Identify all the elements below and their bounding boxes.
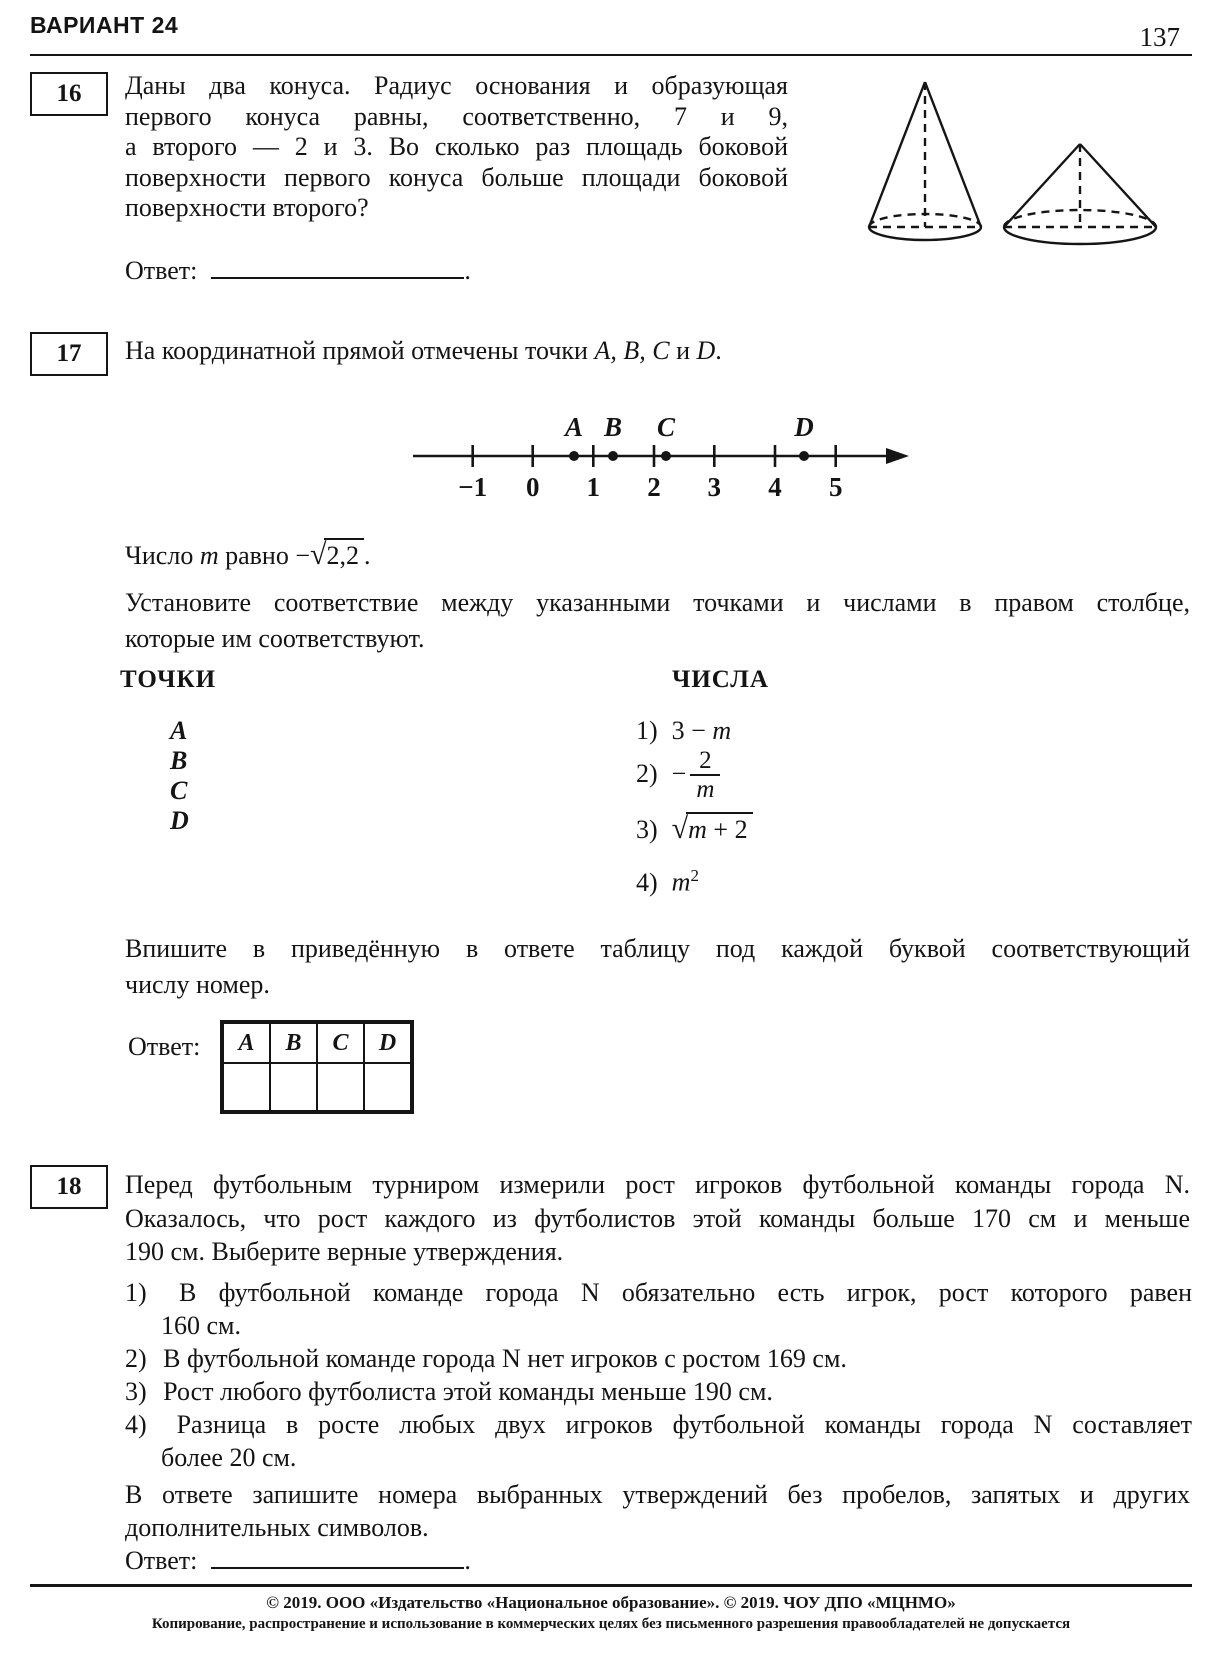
option-2	[636, 748, 724, 804]
p18-answer-period: .	[464, 1546, 471, 1575]
p18-answer-row	[125, 1545, 471, 1576]
problem-17-number: 17	[56, 340, 82, 367]
p18-outro-line-1: В ответе запишите номера выбранных утверждений без пробелов, запятых и других	[125, 1480, 1190, 1509]
p16-line-4: поверхности первого конуса больше площади боковой	[125, 162, 788, 192]
fraction-numerator: 2	[699, 747, 712, 774]
m-value-line	[125, 540, 370, 572]
statement-2	[125, 1344, 1192, 1374]
sqrt-expression	[310, 538, 364, 571]
problem-16-number-box	[30, 72, 108, 116]
problem-18-text	[125, 1168, 1190, 1269]
answer-table-header-c: C	[317, 1023, 364, 1063]
tick-label-3: 3	[707, 472, 722, 502]
m-line-period: .	[363, 541, 371, 570]
cone1-base-front-arc	[869, 227, 981, 240]
point-item-d: D	[170, 806, 189, 835]
page-number: 137	[1139, 22, 1180, 52]
point-d-dot	[799, 451, 809, 461]
m-line-mid: равно	[218, 541, 296, 570]
cone2-right-side	[1080, 144, 1156, 227]
p17-instruction-2: которые им соответствуют.	[125, 624, 425, 653]
fraction-denominator: m	[690, 774, 720, 804]
option-1	[636, 716, 731, 746]
points-column-header: ТОЧКИ	[120, 666, 217, 693]
p18-outro-line-2: дополнительных символов.	[125, 1513, 429, 1542]
option-4	[636, 866, 699, 898]
cones-figure	[835, 62, 1165, 257]
statement-4-line-2: более 20 см.	[161, 1443, 297, 1472]
p17-fill-instruction-2: числу номер.	[125, 970, 270, 999]
p16-answer-label: Ответ:	[125, 256, 198, 285]
statement-2-number: 2)	[125, 1344, 147, 1373]
footer-notice: Копирование, распространение и использование в коммерческих целях без письменного разрешения правообладателей не допускается	[151, 1616, 1071, 1632]
p18-answer-blank	[211, 1545, 464, 1569]
problem-16-number: 16	[56, 80, 82, 107]
cone2-base-front-arc	[1004, 227, 1156, 244]
statement-1-number: 1)	[125, 1278, 147, 1307]
answer-table-cell-d	[364, 1063, 411, 1111]
footer-rule	[30, 1584, 1192, 1587]
option-4-number: 4)	[636, 867, 658, 897]
p18-intro-line-1: Перед футбольным турниром измерили рост игроков футбольной команды города N.	[125, 1170, 1190, 1199]
option-2-number: 2)	[636, 758, 658, 788]
p16-line-2: первого конуса равны, соответственно, 7 и 9,	[125, 101, 788, 131]
point-item-c: C	[170, 776, 188, 805]
problem-17-number-box	[30, 332, 108, 376]
p16-answer-blank	[211, 255, 464, 279]
statement-3-number: 3)	[125, 1377, 147, 1406]
numbers-column-header: ЧИСЛА	[672, 666, 769, 693]
statement-3-text: Рост любого футболиста этой команды меньше 190 см.	[163, 1377, 773, 1406]
variant-header: ВАРИАНТ 24	[30, 12, 179, 38]
point-a-label: A	[564, 412, 584, 442]
cone1-left-side	[869, 82, 925, 227]
minus-sign: −	[295, 541, 311, 570]
tick-label-1: 1	[586, 472, 601, 502]
point-b-label: B	[603, 412, 623, 442]
statement-1-line-1	[125, 1278, 1192, 1308]
point-item-b: B	[170, 746, 188, 775]
p16-line-5: поверхности второго?	[125, 193, 369, 222]
statement-4-text: Разница в росте любых двух игроков футбольной команды города N составляет	[176, 1410, 1193, 1439]
p17-title-letter-d: D	[696, 336, 716, 365]
statement-4-line-1	[125, 1410, 1192, 1440]
cone1-right-side	[925, 82, 981, 227]
option-3-rest: + 2	[706, 815, 748, 844]
point-c-label: C	[656, 412, 676, 442]
problem-16-text	[125, 71, 788, 224]
m-line-pre: Число	[125, 541, 200, 570]
point-item-a: A	[170, 716, 188, 745]
statement-1-line-2: 160 см.	[161, 1311, 241, 1340]
point-b-dot	[608, 451, 618, 461]
point-d-label: D	[794, 412, 814, 442]
option-4-m: m	[671, 867, 691, 897]
option-3-number: 3)	[636, 815, 658, 844]
p17-answer-table	[220, 1020, 414, 1114]
option-2-fraction	[690, 748, 720, 804]
radical-sign: √	[310, 538, 327, 571]
axis-arrowhead	[886, 448, 909, 464]
p17-title-letters: A, B, C	[594, 336, 670, 365]
header-rule	[30, 54, 1192, 56]
p16-answer-row	[125, 255, 471, 286]
cone2-left-side	[1004, 144, 1080, 227]
option-3-radicand	[686, 812, 752, 844]
p18-intro-line-3: 190 см. Выберите верные утверждения.	[125, 1237, 564, 1266]
p16-answer-period: .	[464, 256, 471, 285]
tick-label-0: 0	[525, 472, 540, 502]
p17-title-text: На координатной прямой отмечены точки	[125, 336, 595, 365]
p17-title-period: .	[715, 336, 722, 365]
p16-line-1: Даны два конуса. Радиус основания и образующая	[125, 71, 788, 100]
number-line-figure	[380, 392, 910, 508]
option-2-minus: −	[671, 758, 687, 788]
option-3	[636, 812, 753, 846]
statement-2-text: В футбольной команде города N нет игроков с ростом 169 см.	[163, 1344, 847, 1373]
points-list	[170, 716, 189, 836]
tick-label-2: 2	[647, 472, 661, 502]
p16-line-3: а второго — 2 и 3. Во сколько раз площадь боковой	[125, 132, 788, 161]
problem-17-title	[125, 336, 722, 367]
option-3-sqrt	[671, 812, 753, 845]
tick-label-5: 5	[828, 472, 843, 502]
radical-sign: √	[671, 812, 689, 845]
problem-18-number-box	[30, 1165, 108, 1209]
statement-1-text: В футбольной команде города N обязательно есть игрок, рост которого равен	[178, 1278, 1192, 1307]
option-3-m: m	[688, 815, 707, 844]
point-c-dot	[661, 451, 671, 461]
p18-answer-label: Ответ:	[125, 1546, 198, 1575]
answer-table-cell-b	[270, 1063, 317, 1111]
option-1-expr: 3 −	[671, 716, 713, 745]
p17-answer-label: Ответ:	[128, 1032, 201, 1061]
p17-fill-instruction-1: Впишите в приведённую в ответе таблицу под каждой буквой соответствующий	[125, 934, 1190, 963]
p17-title-mid: и	[669, 336, 697, 365]
p17-instruction-1: Установите соответствие между указанными точками и числами в правом столбце,	[125, 588, 1190, 617]
footer-copyright: © 2019. ООО «Издательство «Национальное образование». © 2019. ЧОУ ДПО «МЦНМО»	[266, 1593, 956, 1612]
m-symbol: m	[199, 541, 219, 570]
answer-table-header-a: A	[223, 1023, 270, 1063]
statement-4-number: 4)	[125, 1410, 147, 1439]
problem-18-number: 18	[56, 1173, 82, 1200]
answer-table-cell-c	[317, 1063, 364, 1111]
option-1-number: 1)	[636, 716, 658, 745]
statement-3	[125, 1377, 1192, 1407]
answer-table-header-b: B	[270, 1023, 317, 1063]
tick-label-4: 4	[768, 472, 782, 502]
answer-table-cell-a	[223, 1063, 270, 1111]
tick-label--1: −1	[458, 472, 488, 502]
radicand: 2,2	[324, 538, 364, 570]
option-4-exponent: 2	[690, 866, 699, 885]
p18-intro-line-2: Оказалось, что рост каждого из футболистов этой команды больше 170 см и меньше	[125, 1203, 1190, 1233]
point-a-dot	[569, 451, 579, 461]
option-1-m: m	[712, 716, 732, 745]
answer-table-header-d: D	[364, 1023, 411, 1063]
